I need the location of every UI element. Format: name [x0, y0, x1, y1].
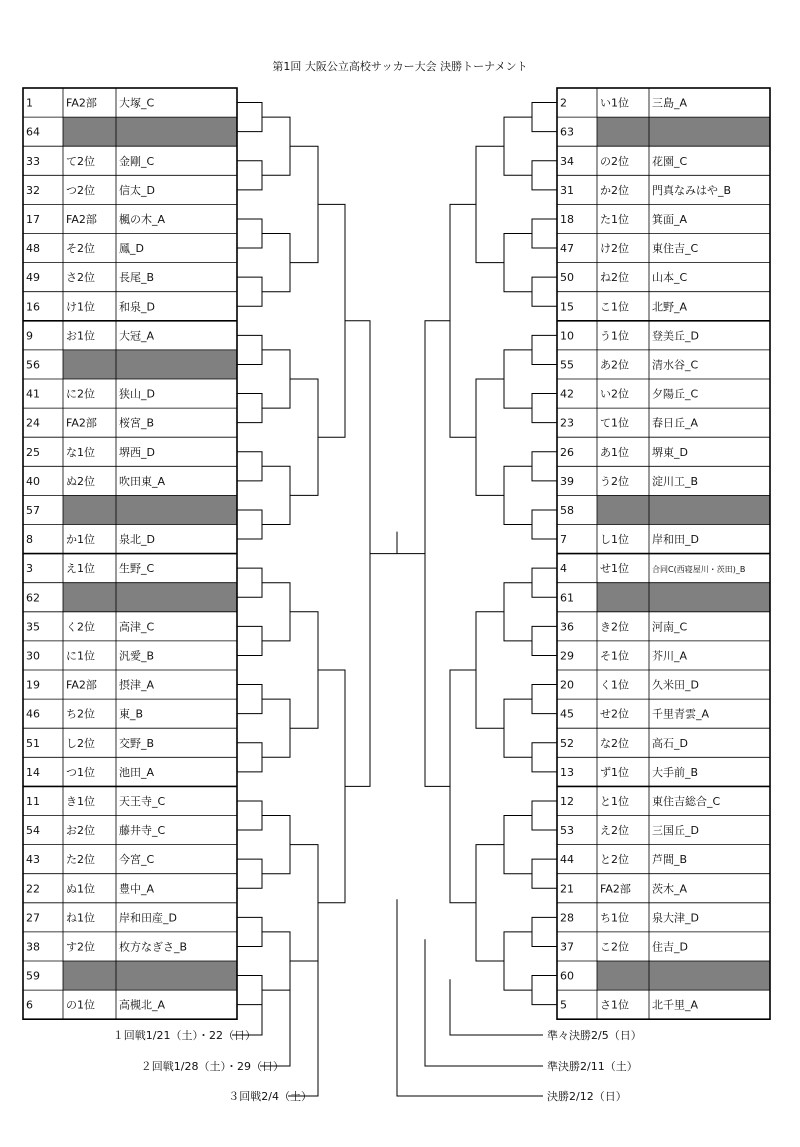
seed-number: 32	[26, 183, 40, 197]
round-2-connector	[262, 350, 290, 408]
round-5-connector	[345, 321, 370, 787]
group-rank: て1位	[600, 416, 629, 430]
group-rank: か2位	[600, 183, 629, 197]
seed-number: 53	[560, 824, 574, 838]
team-name: 藤井寺_C	[119, 824, 166, 838]
bye-slot	[63, 350, 237, 379]
round-2-connector	[262, 466, 290, 524]
seed-number: 38	[26, 940, 40, 954]
group-rank: し2位	[66, 736, 95, 750]
round-2-connector	[262, 234, 290, 292]
round-2-connector	[262, 117, 290, 175]
round-1-connector	[532, 452, 557, 481]
round-2-connector	[262, 583, 290, 641]
seed-number: 61	[560, 591, 574, 605]
legend-leader	[450, 979, 543, 1035]
team-name: 豊中_A	[119, 882, 155, 896]
team-name: 交野_B	[119, 736, 155, 750]
team-name: 東住吉_C	[652, 242, 699, 256]
group-rank: せ1位	[600, 562, 629, 576]
team-name: 和泉_D	[119, 300, 155, 314]
seed-number: 26	[560, 445, 574, 459]
seed-number: 31	[560, 183, 574, 197]
team-name: 夕陽丘_C	[652, 387, 699, 401]
round-1-connector	[532, 568, 557, 597]
round-1-connector	[237, 685, 262, 714]
round-1-connector	[237, 277, 262, 306]
group-rank: こ2位	[600, 940, 629, 954]
seed-number: 39	[560, 474, 574, 488]
group-rank: ね2位	[600, 271, 629, 285]
group-rank: た1位	[600, 212, 629, 226]
team-name: 河南_C	[652, 620, 688, 634]
group-rank: き1位	[66, 794, 95, 808]
seed-number: 12	[560, 794, 574, 808]
team-name: 大冠_A	[119, 329, 155, 343]
group-rank: FA2部	[66, 678, 97, 692]
team-name: 枚方なぎさ_B	[119, 940, 188, 954]
group-rank: そ1位	[600, 649, 629, 663]
group-rank: い1位	[600, 96, 629, 110]
left-bracket-table	[23, 88, 237, 1019]
round-1-connector	[237, 335, 262, 364]
seed-number: 50	[560, 271, 574, 285]
round-1-connector	[532, 626, 557, 655]
seed-number: 33	[26, 154, 40, 168]
team-name: 千里青雲_A	[652, 707, 710, 721]
seed-number: 45	[560, 707, 574, 721]
group-rank: ち1位	[600, 911, 629, 925]
team-name: 門真なみはや_B	[652, 183, 732, 197]
group-rank: う2位	[600, 474, 629, 488]
round-1-connector	[237, 568, 262, 597]
team-name: 芥川_A	[652, 649, 688, 663]
group-rank: な2位	[600, 736, 629, 750]
team-name: 東_B	[119, 707, 144, 721]
team-name: 岸和田_D	[652, 533, 699, 547]
seed-number: 20	[560, 678, 574, 692]
seed-number: 28	[560, 911, 574, 925]
seed-number: 17	[26, 212, 40, 226]
bye-slot	[63, 961, 237, 990]
group-rank: お2位	[66, 824, 95, 838]
team-name: 三島_A	[652, 96, 688, 110]
round-1-connector	[532, 277, 557, 306]
group-rank: え2位	[600, 824, 629, 838]
round-2-connector	[262, 932, 290, 990]
round-1-connector	[237, 917, 262, 946]
round-2-connector	[504, 234, 532, 292]
team-name: 高槻北_A	[119, 998, 166, 1012]
group-rank: ぬ1位	[66, 882, 95, 896]
seed-number: 7	[560, 533, 567, 547]
team-name: 箕面_A	[652, 212, 688, 226]
seed-number: 60	[560, 969, 574, 983]
seed-number: 19	[26, 678, 40, 692]
team-name: 大塚_C	[119, 96, 155, 110]
seed-number: 27	[26, 911, 40, 925]
bye-slot	[597, 495, 770, 524]
seed-number: 34	[560, 154, 574, 168]
group-rank: い2位	[600, 387, 629, 401]
group-rank: な1位	[66, 445, 95, 459]
team-name: 岸和田産_D	[119, 911, 177, 925]
group-rank: す2位	[66, 940, 95, 954]
seed-number: 64	[26, 125, 40, 139]
round-1-connector	[532, 510, 557, 539]
seed-number: 57	[26, 503, 40, 517]
round-1-connector	[532, 103, 557, 132]
group-rank: あ1位	[600, 445, 629, 459]
seed-number: 35	[26, 620, 40, 634]
team-name: 楓の木_A	[119, 212, 166, 226]
round-1-connector	[237, 161, 262, 190]
team-name: 三国丘_D	[652, 824, 699, 838]
seed-number: 49	[26, 271, 40, 285]
team-name: 高津_C	[119, 620, 155, 634]
round-1-connector	[532, 219, 557, 248]
seed-number: 14	[26, 765, 40, 779]
group-rank: つ1位	[66, 765, 95, 779]
team-name: 汎愛_B	[119, 649, 155, 663]
round-2-connector	[504, 699, 532, 757]
group-rank: に2位	[66, 387, 95, 401]
round-1-connector	[532, 917, 557, 946]
seed-number: 46	[26, 707, 40, 721]
group-rank: FA2部	[66, 416, 97, 430]
team-name: 春日丘_A	[652, 416, 699, 430]
legend-leader	[288, 919, 318, 1096]
group-rank: せ2位	[600, 707, 629, 721]
page-title: 第1回 大阪公立高校サッカー大会 決勝トーナメント	[272, 60, 528, 73]
seed-number: 48	[26, 242, 40, 256]
team-name: 長尾_B	[119, 271, 155, 285]
seed-number: 55	[560, 358, 574, 372]
group-rank: き2位	[600, 620, 629, 634]
seed-number: 11	[26, 794, 40, 808]
team-name: 北千里_A	[652, 998, 699, 1012]
seed-number: 25	[26, 445, 40, 459]
group-rank: か1位	[66, 533, 95, 547]
round-1-connector	[532, 976, 557, 1005]
round-1-connector	[237, 801, 262, 830]
round-1-connector	[237, 626, 262, 655]
team-name: 信太_D	[119, 183, 155, 197]
group-rank: ね1位	[66, 911, 95, 925]
group-rank: FA2部	[600, 882, 631, 896]
seed-number: 29	[560, 649, 574, 663]
team-name: 天王寺_C	[119, 794, 166, 808]
seed-number: 15	[560, 300, 574, 314]
team-name: 金剛_C	[119, 154, 155, 168]
round-2-connector	[504, 350, 532, 408]
group-rank: け1位	[66, 300, 95, 314]
team-name: 池田_A	[119, 765, 155, 779]
round-1-connector	[532, 859, 557, 888]
seed-number: 51	[26, 736, 40, 750]
round-1-connector	[237, 743, 262, 772]
team-name: 北野_A	[652, 300, 688, 314]
group-rank: と2位	[600, 853, 629, 867]
round-1-connector	[237, 219, 262, 248]
round-5-connector	[425, 321, 450, 787]
group-rank: え1位	[66, 562, 95, 576]
round-label: 決勝2/12（日）	[547, 1090, 627, 1103]
group-rank: ず1位	[600, 765, 629, 779]
team-name: 花園_C	[652, 154, 688, 168]
team-name: 登美丘_D	[652, 329, 699, 343]
seed-number: 5	[560, 998, 567, 1012]
team-name: 生野_C	[119, 562, 155, 576]
seed-number: 44	[560, 853, 574, 867]
round-3-connector	[476, 845, 504, 961]
round-2-connector	[504, 816, 532, 874]
team-name: 合同C(西寝屋川・茨田)_B	[652, 565, 746, 575]
group-rank: て2位	[66, 154, 95, 168]
round-2-connector	[262, 816, 290, 874]
round-3-connector	[476, 146, 504, 262]
seed-number: 23	[560, 416, 574, 430]
group-rank: こ1位	[600, 300, 629, 314]
team-name: 芦間_B	[652, 853, 688, 867]
round-2-connector	[504, 932, 532, 990]
round-1-connector	[532, 394, 557, 423]
round-label: 準決勝2/11（土）	[547, 1060, 638, 1073]
round-schedule-legend	[113, 1028, 642, 1103]
round-1-connector	[532, 743, 557, 772]
team-name: 高石_D	[652, 736, 688, 750]
round-3-connector	[290, 612, 318, 728]
team-name: 山本_C	[652, 271, 688, 285]
round-4-connector	[450, 670, 476, 903]
seed-number: 21	[560, 882, 574, 896]
seed-number: 58	[560, 503, 574, 517]
round-1-connector	[237, 976, 262, 1005]
round-3-connector	[290, 379, 318, 495]
group-rank: お1位	[66, 329, 95, 343]
team-name: 狭山_D	[119, 387, 155, 401]
team-name: 茨木_A	[652, 882, 688, 896]
seed-number: 54	[26, 824, 40, 838]
seed-number: 22	[26, 882, 40, 896]
team-name: 泉大津_D	[652, 911, 699, 925]
group-rank: FA2部	[66, 212, 97, 226]
bye-slot	[63, 117, 237, 146]
group-rank: さ1位	[600, 998, 629, 1012]
group-rank: し1位	[600, 533, 629, 547]
seed-number: 30	[26, 649, 40, 663]
round-label: 準々決勝2/5（日）	[547, 1029, 642, 1042]
group-rank: た2位	[66, 853, 95, 867]
round-label: ２回戦1/28（土）・29（日）	[140, 1060, 284, 1073]
round-4-connector	[318, 670, 345, 903]
bracket-lines	[232, 103, 557, 1096]
seed-number: 47	[560, 242, 574, 256]
legend-leader	[260, 949, 290, 1066]
round-2-connector	[504, 117, 532, 175]
group-rank: つ2位	[66, 183, 95, 197]
round-1-connector	[532, 335, 557, 364]
seed-number: 18	[560, 212, 574, 226]
team-name: 泉北_D	[119, 533, 155, 547]
seed-number: 8	[26, 533, 33, 547]
team-name: 吹田東_A	[119, 474, 166, 488]
seed-number: 42	[560, 387, 574, 401]
seed-number: 13	[560, 765, 574, 779]
round-1-connector	[237, 859, 262, 888]
bye-slot	[597, 961, 770, 990]
group-rank: う1位	[600, 329, 629, 343]
legend-leader	[425, 939, 543, 1066]
round-2-connector	[504, 466, 532, 524]
team-name: 桜宮_B	[119, 416, 155, 430]
team-name: 淀川工_B	[652, 474, 699, 488]
round-3-connector	[290, 146, 318, 262]
round-1-connector	[532, 801, 557, 830]
seed-number: 10	[560, 329, 574, 343]
round-4-connector	[318, 204, 345, 437]
group-rank: FA2部	[66, 96, 97, 110]
group-rank: け2位	[600, 242, 629, 256]
bye-slot	[63, 583, 237, 612]
bye-slot	[597, 583, 770, 612]
round-2-connector	[504, 583, 532, 641]
seed-number: 3	[26, 562, 33, 576]
round-3-connector	[476, 379, 504, 495]
seed-number: 63	[560, 125, 574, 139]
seed-number: 62	[26, 591, 40, 605]
round-1-connector	[237, 394, 262, 423]
round-4-connector	[450, 204, 476, 437]
team-name: 住吉_D	[652, 940, 688, 954]
round-3-connector	[476, 612, 504, 728]
seed-number: 24	[26, 416, 40, 430]
seed-number: 37	[560, 940, 574, 954]
round-label: １回戦1/21（土）・22（日）	[112, 1029, 256, 1042]
seed-number: 9	[26, 329, 33, 343]
right-bracket-table	[557, 88, 770, 1019]
round-1-connector	[237, 510, 262, 539]
team-name: 東住吉総合_C	[652, 794, 721, 808]
seed-number: 56	[26, 358, 40, 372]
seed-number: 1	[26, 96, 33, 110]
group-rank: く1位	[600, 678, 629, 692]
seed-number: 41	[26, 387, 40, 401]
team-name: 摂津_A	[119, 678, 155, 692]
group-rank: あ2位	[600, 358, 629, 372]
seed-number: 16	[26, 300, 40, 314]
group-rank: ち2位	[66, 707, 95, 721]
group-rank: の1位	[66, 998, 95, 1012]
group-rank: そ2位	[66, 242, 95, 256]
round-1-connector	[532, 161, 557, 190]
team-name: 大手前_B	[652, 765, 699, 779]
round-1-connector	[237, 103, 262, 132]
round-2-connector	[262, 699, 290, 757]
seed-number: 2	[560, 96, 567, 110]
round-label: ３回戦2/4（土）	[228, 1090, 312, 1103]
bye-slot	[63, 495, 237, 524]
group-rank: に1位	[66, 649, 95, 663]
team-name: 久米田_D	[652, 678, 699, 692]
team-name: 堺東_D	[652, 445, 688, 459]
group-rank: さ2位	[66, 271, 95, 285]
seed-number: 36	[560, 620, 574, 634]
team-name: 清水谷_C	[652, 358, 699, 372]
seed-number: 4	[560, 562, 567, 576]
team-name: 今宮_C	[119, 853, 155, 867]
seed-number: 52	[560, 736, 574, 750]
group-rank: ぬ2位	[66, 474, 95, 488]
bye-slot	[597, 117, 770, 146]
seed-number: 59	[26, 969, 40, 983]
group-rank: く2位	[66, 620, 95, 634]
team-name: 鳳_D	[119, 242, 144, 256]
seed-number: 6	[26, 998, 33, 1012]
seed-number: 40	[26, 474, 40, 488]
round-1-connector	[532, 685, 557, 714]
seed-number: 43	[26, 853, 40, 867]
round-3-connector	[290, 845, 318, 961]
round-1-connector	[237, 452, 262, 481]
team-name: 堺西_D	[119, 445, 155, 459]
group-rank: の2位	[600, 154, 629, 168]
group-rank: と1位	[600, 794, 629, 808]
